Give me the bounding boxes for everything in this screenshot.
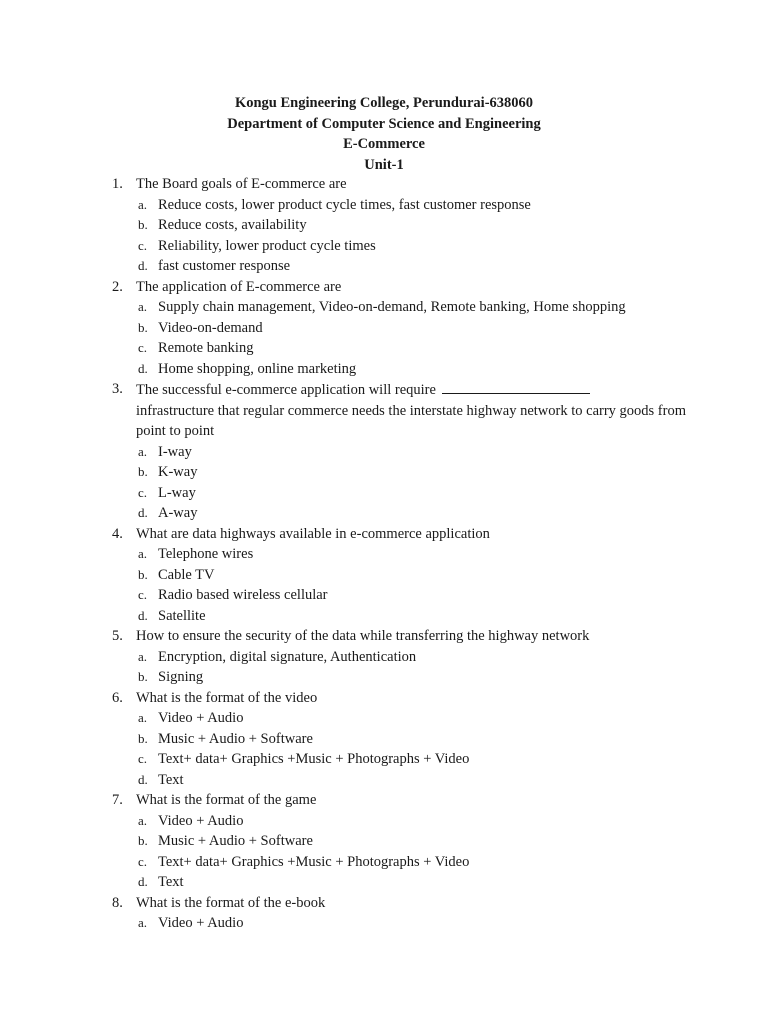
question-text: The Board goals of E-commerce are — [136, 176, 347, 192]
option-text: Cable TV — [158, 566, 215, 583]
question-7 — [112, 790, 712, 893]
question-text: What is the format of the video — [136, 689, 318, 706]
option-label: d. — [138, 258, 148, 273]
question-text: The application of E-commerce are — [136, 278, 342, 295]
option-text: A-way — [158, 505, 198, 521]
document-header — [0, 93, 768, 175]
option-d — [136, 770, 712, 791]
college-name: Kongu Engineering College, Perundurai-638060 — [234, 95, 534, 111]
option-label: b. — [138, 464, 148, 479]
question-list — [112, 174, 712, 934]
option-label: a. — [138, 812, 148, 828]
option-a — [136, 297, 712, 318]
option-label: a. — [138, 710, 148, 725]
option-label: b. — [138, 566, 148, 582]
question-number: 2. — [112, 278, 123, 295]
option-text: Music + Audio + Software — [158, 833, 313, 849]
question-text — [136, 379, 712, 442]
option-text: K-way — [158, 464, 198, 480]
option-label: a. — [138, 299, 148, 314]
option-c — [136, 749, 712, 770]
option-text: Text+ data+ Graphics +Music + Photographs + Video — [158, 853, 470, 870]
question-1 — [112, 174, 712, 277]
question-number: 6. — [112, 689, 123, 706]
option-c — [136, 338, 712, 359]
option-a — [136, 544, 712, 565]
option-c — [136, 236, 712, 257]
option-label: d. — [138, 771, 148, 787]
option-text: Text+ data+ Graphics +Music + Photographs + Video — [158, 751, 470, 767]
option-label: d. — [138, 874, 148, 889]
option-label: d. — [138, 505, 148, 520]
question-number: 4. — [112, 525, 123, 542]
option-a — [136, 647, 712, 668]
option-label: c. — [138, 751, 148, 766]
option-list — [136, 913, 712, 934]
question-3 — [112, 379, 712, 524]
option-text: Reduce costs, lower product cycle times, fast customer response — [158, 196, 531, 213]
question-text: How to ensure the security of the data while transferring the highway network — [136, 628, 590, 644]
option-list — [136, 297, 712, 379]
option-d — [136, 256, 712, 277]
option-d — [136, 872, 712, 893]
option-label: b. — [138, 730, 148, 746]
option-b — [136, 831, 712, 852]
option-b — [136, 318, 712, 339]
option-text: Signing — [158, 669, 204, 685]
question-text: What is the format of the game — [136, 792, 317, 808]
option-label: a. — [138, 443, 148, 459]
option-d — [136, 503, 712, 524]
option-label: c. — [138, 340, 148, 355]
fill-in-blank — [442, 379, 590, 394]
option-text: Satellite — [158, 607, 206, 624]
option-label: a. — [138, 196, 148, 212]
option-label: c. — [138, 237, 148, 253]
option-list — [136, 544, 712, 626]
option-a — [136, 913, 712, 934]
option-d — [136, 359, 712, 380]
option-text: Text — [158, 771, 184, 788]
department-name: Department of Computer Science and Engineering — [227, 115, 541, 132]
question-number: 1. — [112, 176, 123, 192]
question-5 — [112, 626, 712, 688]
option-list — [136, 647, 712, 688]
option-label: b. — [138, 833, 148, 848]
question-6 — [112, 688, 712, 791]
option-text: Video + Audio — [158, 812, 244, 829]
question-text: What is the format of the e-book — [136, 894, 326, 911]
option-list — [136, 708, 712, 790]
option-label: d. — [138, 607, 148, 623]
question-number: 3. — [112, 381, 123, 397]
option-a — [136, 195, 712, 216]
option-text: Remote banking — [158, 340, 254, 356]
option-label: c. — [138, 484, 148, 500]
question-number: 8. — [112, 894, 123, 911]
option-c — [136, 585, 712, 606]
unit-title: Unit-1 — [364, 156, 404, 173]
option-label: b. — [138, 669, 148, 684]
option-label: b. — [138, 217, 148, 232]
option-b — [136, 667, 712, 688]
option-text: Home shopping, online marketing — [158, 360, 357, 377]
question-text: What are data highways available in e-commerce application — [136, 525, 490, 542]
option-a — [136, 708, 712, 729]
option-label: a. — [138, 546, 148, 561]
option-a — [136, 442, 712, 463]
option-text: Music + Audio + Software — [158, 730, 313, 747]
option-text: Radio based wireless cellular — [158, 587, 328, 603]
question-2 — [112, 277, 712, 380]
question-number: 5. — [112, 628, 123, 644]
option-text: L-way — [158, 484, 196, 501]
option-a — [136, 811, 712, 832]
option-list — [136, 195, 712, 277]
option-text: Reliability, lower product cycle times — [158, 237, 376, 254]
option-label: d. — [138, 360, 148, 376]
option-text: Supply chain management, Video-on-demand, Remote banking, Home shopping — [158, 299, 626, 315]
option-text: fast customer response — [158, 258, 291, 274]
option-list — [136, 442, 712, 524]
option-c — [136, 483, 712, 504]
option-list — [136, 811, 712, 893]
option-c — [136, 852, 712, 873]
option-label: c. — [138, 853, 148, 869]
option-label: a. — [138, 648, 148, 664]
option-b — [136, 729, 712, 750]
option-d — [136, 606, 712, 627]
option-text: Telephone wires — [158, 546, 254, 562]
subject-title: E-Commerce — [343, 136, 425, 152]
option-text: I-way — [158, 443, 192, 460]
question-4 — [112, 524, 712, 627]
option-text: Video + Audio — [158, 915, 244, 931]
option-text: Video + Audio — [158, 710, 244, 726]
option-label: b. — [138, 319, 148, 335]
option-label: c. — [138, 587, 148, 602]
option-text: Encryption, digital signature, Authentication — [158, 648, 417, 665]
question-8 — [112, 893, 712, 934]
question-text-before-blank: The successful e-commerce application will require — [136, 382, 436, 398]
question-text-after-blank: infrastructure that regular commerce needs the interstate highway network to carry goods from point to point — [136, 402, 686, 439]
option-b — [136, 462, 712, 483]
option-text: Text — [158, 874, 184, 890]
option-text: Reduce costs, availability — [158, 217, 307, 233]
option-text: Video-on-demand — [158, 319, 263, 336]
option-label: a. — [138, 915, 148, 930]
question-number: 7. — [112, 792, 123, 808]
option-b — [136, 565, 712, 586]
option-b — [136, 215, 712, 236]
